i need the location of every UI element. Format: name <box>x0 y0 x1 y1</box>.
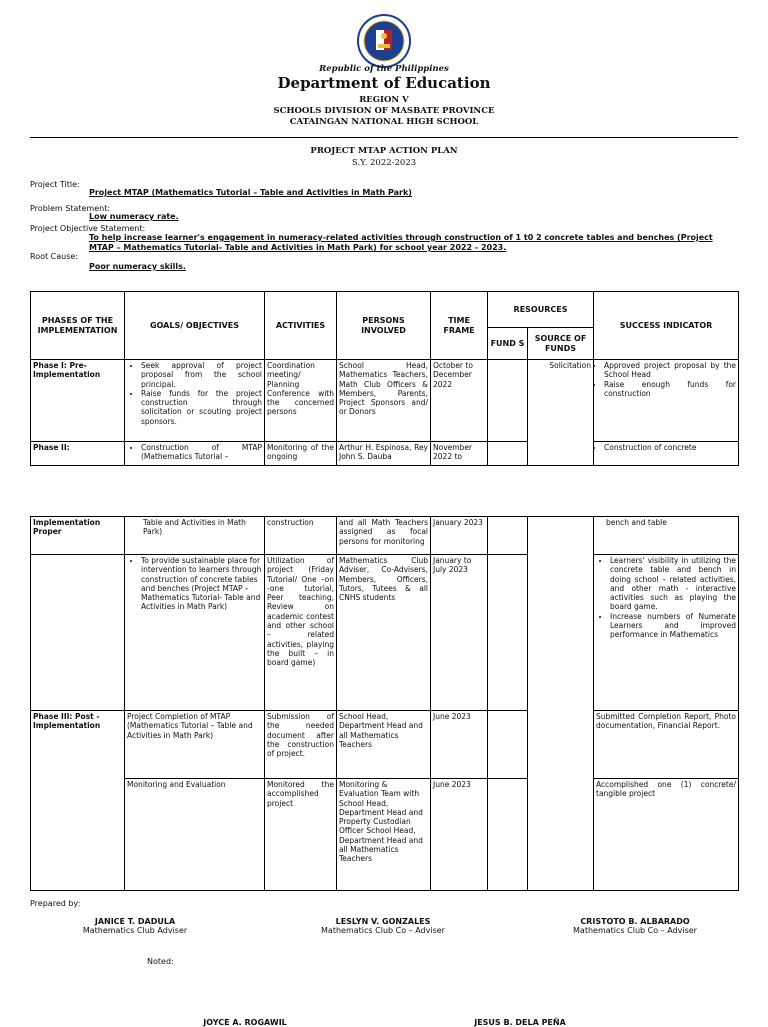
signatory-name: JESUS B. DELA PEÑA <box>474 1018 566 1027</box>
success-cell: Submitted Completion Report, Photo documentation, Financial Report. <box>594 711 739 779</box>
header-goals: GOALS/ OBJECTIVES <box>125 292 265 360</box>
deped-seal <box>357 14 411 68</box>
phase-cell: Implementation Proper <box>31 517 125 555</box>
signatory-3 <box>540 917 730 935</box>
time-cell: June 2023 <box>431 711 488 779</box>
problem-label: Problem Statement: <box>30 204 111 213</box>
header-persons: PERSONS INVOLVED <box>337 292 431 360</box>
noted-label: Noted: <box>147 957 174 966</box>
success-cell <box>594 555 739 711</box>
table-row <box>31 360 739 442</box>
source-cell <box>528 517 594 891</box>
header-success: SUCCESS INDICATOR <box>594 292 739 360</box>
success-cell <box>594 360 739 442</box>
persons-cell: Arthur H. Espinosa, Rey John S. Dauba <box>337 442 431 466</box>
funds-cell <box>488 555 528 711</box>
root-cause-value: Poor numeracy skills. <box>89 262 186 271</box>
signatory-role: Mathematics Club Co – Adviser <box>321 926 445 935</box>
funds-cell <box>488 517 528 555</box>
list-item: • Raise enough funds for construction <box>604 380 736 399</box>
list-item: • Construction of MTAP (Mathematics Tutorial – <box>141 443 262 462</box>
project-title-label: Project Title: <box>30 180 80 189</box>
activities-cell: Coordination meeting/ Planning Conference with the concerned persons <box>265 360 337 442</box>
table-row <box>31 779 739 891</box>
signatory-name: CRISTOTO B. ALBARADO <box>580 917 690 926</box>
activities-cell: Monitored the accomplished project <box>265 779 337 891</box>
time-cell: June 2023 <box>431 779 488 891</box>
goals-cell <box>125 360 265 442</box>
activities-cell: construction <box>265 517 337 555</box>
list-item: • To provide sustainable place for intervention to learners through construction of concrete tables and benches (Project MTAP – Mathematics Tutorial- Table and Activities in Math Park) <box>141 556 262 612</box>
source-cell: Solicitation <box>528 360 594 466</box>
list-item: • Learners' visibility in utilizing the concrete table and bench in doing school – related activities, and other math - interactive activities such as playing the board game. <box>610 556 736 612</box>
header-source: SOURCE OF FUNDS <box>528 328 594 360</box>
time-cell: January to July 2023 <box>431 555 488 711</box>
persons-cell: and all Math Teachers assigned as focal persons for monitoring <box>337 517 431 555</box>
signatory-2 <box>298 917 468 935</box>
table-row <box>31 517 739 555</box>
persons-cell: Mathematics Club Adviser, Co-Advisers, Members, Officers, Tutors, Tutees & all CNHS students <box>337 555 431 711</box>
objective-value: To help increase learner's engagement in numeracy-related activities through construction of 1 t0 2 concrete tables and benches (Project MTAP – Mathematics Tutorial- Table and Activities in Math Park) for school year 2022 - 2023. <box>89 233 713 252</box>
action-plan-table-page1 <box>30 291 739 466</box>
list-item: • Construction of concrete <box>604 443 736 452</box>
activities-cell: Submission of the needed document after the construction of project. <box>265 711 337 779</box>
header-phases: PHASES OF THE IMPLEMENTATION <box>31 292 125 360</box>
time-cell: January 2023 <box>431 517 488 555</box>
persons-cell: School Head, Mathematics Teachers, Math Club Officers & Members, Parents, Project Sponsors and/ or Donors <box>337 360 431 442</box>
table-row <box>31 555 739 711</box>
list-item: • Increase numbers of Numerate Learners and improved performance in Mathematics <box>610 612 736 640</box>
goals-cell: Project Completion of MTAP (Mathematics Tutorial – Table and Activities in Math Park) <box>125 711 265 779</box>
signatory-role: Mathematics Club Co – Adviser <box>573 926 697 935</box>
activities-cell: Utilization of project (Friday Tutorial/ One –on -one tutorial, Peer teaching, Review on academic contest and other school – related activities, playing the built – in board game) <box>265 555 337 711</box>
action-plan-table-page2 <box>30 516 739 891</box>
signatory-name: JANICE T. DADULA <box>94 917 176 926</box>
region-heading: REGION V <box>359 95 409 105</box>
phase-cell <box>31 555 125 711</box>
header-time: TIME FRAME <box>431 292 488 360</box>
funds-cell <box>488 360 528 442</box>
goals-cell <box>125 555 265 711</box>
success-cell <box>594 442 739 466</box>
goals-cell <box>125 442 265 466</box>
goals-cell: Monitoring and Evaluation <box>125 779 265 891</box>
division-heading: SCHOOLS DIVISION OF MASBATE PROVINCE <box>273 106 495 116</box>
department-heading: Department of Education <box>277 74 491 92</box>
header-divider <box>30 137 738 138</box>
document-title: PROJECT MTAP ACTION PLAN <box>310 146 458 156</box>
signatory-name: LESLYN V. GONZALES <box>335 917 431 926</box>
signatory-name: JOYCE A. ROGAWIL <box>203 1018 287 1027</box>
signatory-role: Mathematics Club Adviser <box>82 926 188 935</box>
persons-cell: Monitoring & Evaluation Team with School Head, Department Head and Property Custodian Officer School Head, Department Head and all Mathematics Teachers <box>337 779 431 891</box>
list-item: • Seek approval of project proposal from the school principal. <box>141 361 262 389</box>
phase-cell: Phase I: Pre-Implementation <box>31 360 125 442</box>
time-cell: October to December 2022 <box>431 360 488 442</box>
list-item: • Approved project proposal by the School Head <box>604 361 736 380</box>
table-row <box>31 711 739 779</box>
noted-signatory-1 <box>170 1018 320 1027</box>
school-year: S.Y. 2022-2023 <box>351 158 417 168</box>
problem-value: Low numeracy rate. <box>89 212 179 221</box>
phase-cell: Phase II: <box>31 442 125 466</box>
objective-label: Project Objective Statement: <box>30 224 146 233</box>
time-cell: November 2022 to <box>431 442 488 466</box>
table-row <box>31 442 739 466</box>
activities-cell: Monitoring of the ongoing <box>265 442 337 466</box>
phase-cell: Phase III: Post - Implementation <box>31 711 125 891</box>
success-cell: Accomplished one (1) concrete/ tangible project <box>594 779 739 891</box>
funds-cell <box>488 711 528 779</box>
noted-signatory-2 <box>440 1018 600 1027</box>
header-funds: FUND S <box>488 328 528 360</box>
prepared-by-label: Prepared by: <box>30 899 81 908</box>
goals-cell: Table and Activities in Math Park) <box>125 517 265 555</box>
persons-cell: School Head, Department Head and all Mathematics Teachers <box>337 711 431 779</box>
funds-cell <box>488 442 528 466</box>
republic-heading: Republic of the Philippines <box>319 64 449 74</box>
header-activities: ACTIVITIES <box>265 292 337 360</box>
header-resources: RESOURCES <box>488 292 594 328</box>
project-title-value: Project MTAP (Mathematics Tutorial – Table and Activities in Math Park) <box>89 188 412 197</box>
success-cell: bench and table <box>594 517 739 555</box>
root-cause-label: Root Cause: <box>30 252 79 261</box>
school-heading: CATAINGAN NATIONAL HIGH SCHOOL <box>289 117 479 127</box>
funds-cell <box>488 779 528 891</box>
signatory-1 <box>60 917 210 935</box>
list-item: • Raise funds for the project construction through solicitation or scouting project sponsors. <box>141 389 262 426</box>
